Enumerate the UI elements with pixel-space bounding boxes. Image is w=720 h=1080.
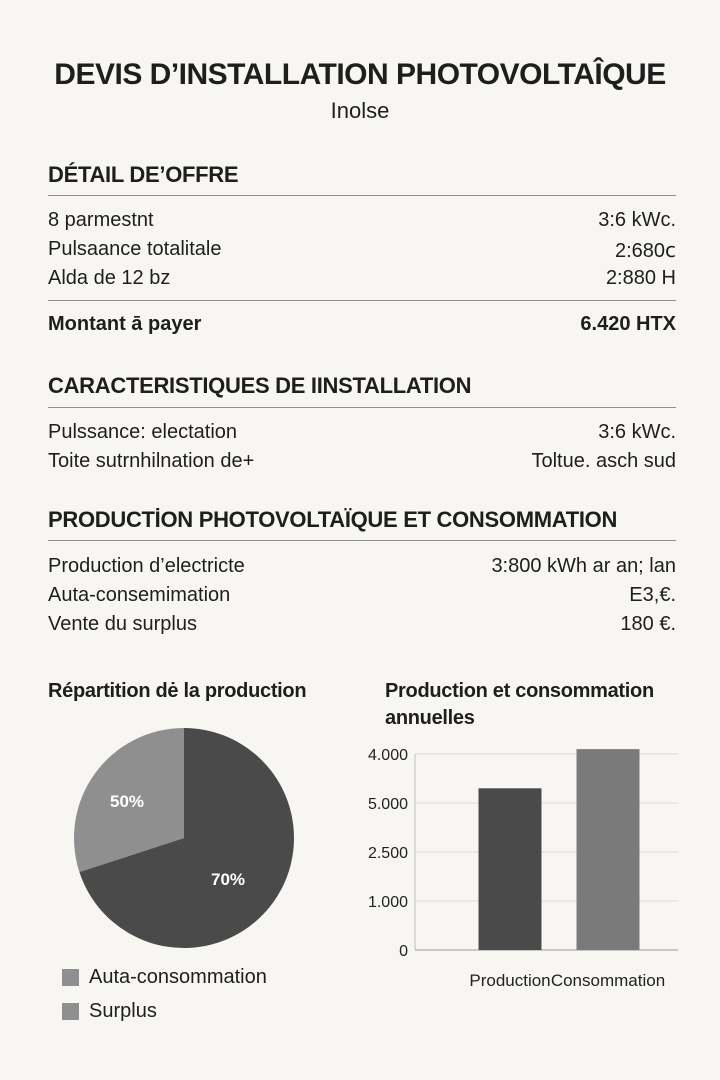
legend-swatch [62, 1003, 79, 1020]
legend-swatch [62, 969, 79, 986]
bar-chart [360, 730, 720, 1000]
production-row-value: 3:800 kWh ar an; lan [491, 555, 676, 577]
x-tick-label: Production [469, 971, 551, 990]
legend-label: Surplus [89, 1000, 157, 1022]
legend-item-auto-consommation [62, 966, 267, 989]
characteristics-section-title: CARACTERISTIQUES DE IINSTALLATION [48, 373, 472, 398]
offer-row-value: 3:6 kWc. [598, 209, 676, 231]
offer-section-title: DÉTAIL DE’OFFRE [48, 162, 239, 187]
production-row-label: Auta-consemimation [48, 584, 231, 606]
pie-label-auto-consommation: 70% [210, 870, 246, 889]
characteristics-row-value: 3:6 kWc. [598, 421, 676, 443]
y-tick-label: 1.000 [367, 894, 408, 911]
y-tick-label: 0 [399, 943, 408, 960]
characteristics-row-value: Toltue. asch sud [531, 450, 676, 472]
production-row-value: E3,€. [629, 584, 676, 606]
y-tick-label: 5.000 [367, 796, 408, 813]
total-label: Montant ā payer [48, 313, 202, 335]
bar-consommation [577, 749, 640, 950]
y-tick-label: 4.000 [367, 747, 408, 764]
offer-row-label: Alda de 12 bz [48, 267, 171, 289]
bar-chart-title: Production et consommation annuelles [385, 680, 654, 729]
bar-production [479, 788, 542, 950]
offer-row-value: 2:680ⅽ [614, 240, 676, 262]
document-title: DEVIS D’INSTALLATION PHOTOVOLTAÎQUE [54, 58, 666, 91]
production-row-value: 180 €. [620, 613, 676, 635]
legend-item-surplus [62, 1000, 157, 1023]
pie-label-surplus: 50% [109, 792, 145, 811]
y-tick-label: 2.500 [367, 845, 408, 862]
production-row-label: Production d’electricte [48, 555, 245, 577]
offer-row-label: Pulsaance totalitale [48, 238, 222, 260]
production-row-label: Vente du surplus [48, 613, 197, 635]
offer-row-label: 8 parmestnt [48, 209, 154, 231]
x-tick-label: Consommation [550, 971, 666, 990]
total-value: 6.420 HTX [580, 313, 676, 335]
characteristics-row-label: Pulssance: electation [48, 421, 238, 443]
offer-row-value: 2:880 H [605, 267, 676, 289]
characteristics-row-label: Toite sutrnhilnation de+ [48, 450, 255, 472]
legend-label: Auta-consommation [89, 966, 267, 988]
production-section-title: PRODUCTİON PHOTOVOLTAÏQUE ET CONSOMMATION [48, 507, 618, 532]
pie-chart-title: Répartition dė la production [48, 680, 307, 702]
document-subtitle: Inolse [330, 98, 390, 123]
